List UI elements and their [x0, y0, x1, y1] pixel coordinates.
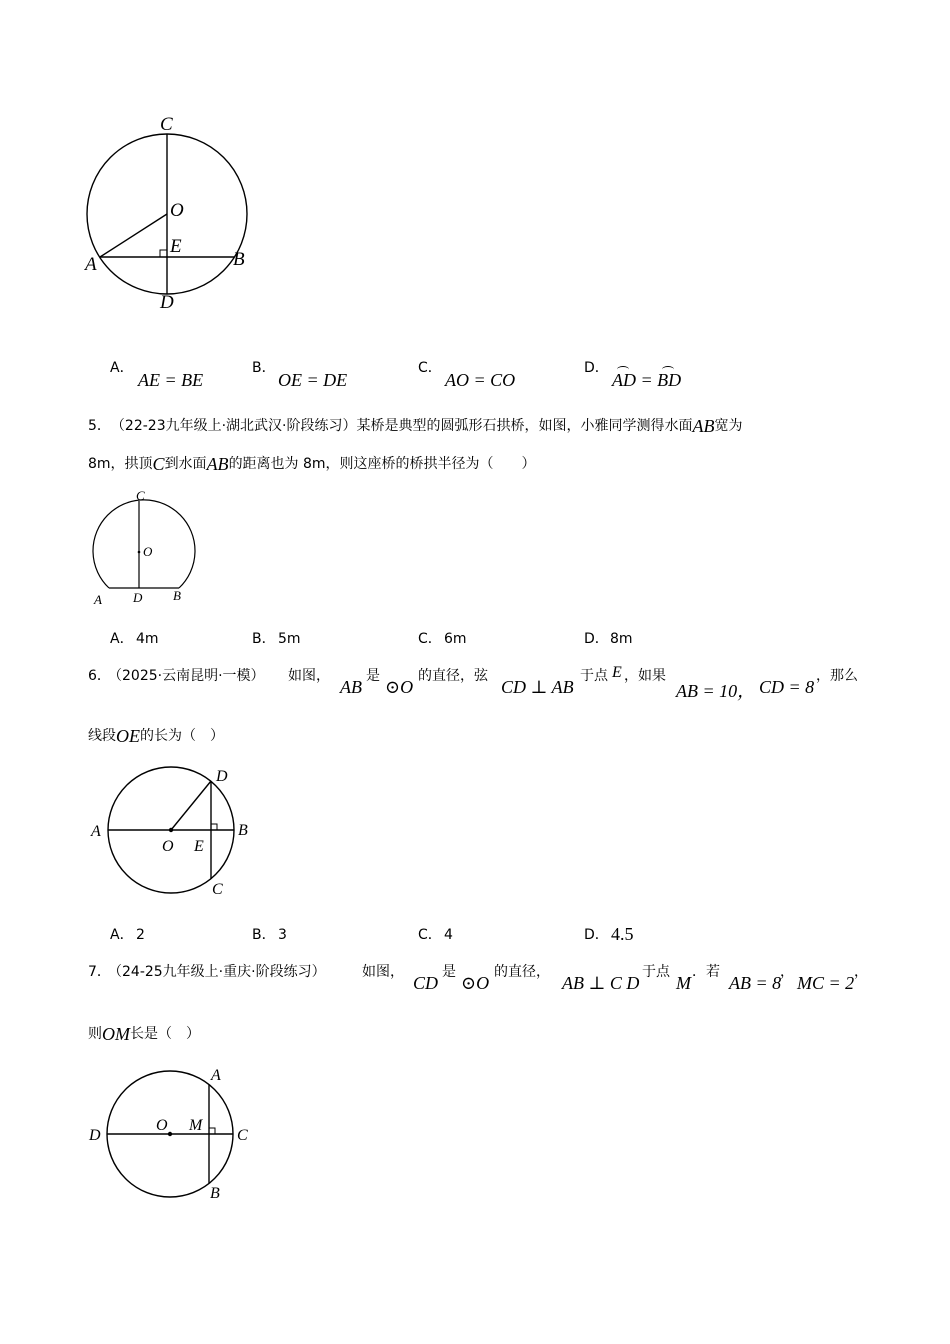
q5-source: （22-23九年级上·湖北武汉·阶段练习）	[110, 418, 357, 434]
q5-ab-2: AB	[206, 454, 229, 474]
q5-number: 5．	[88, 418, 111, 434]
q6-label-e: E	[194, 838, 204, 855]
q5-option-c-value: 6m	[444, 631, 467, 647]
q5-label-d: D	[133, 590, 143, 605]
q6-number: 6．	[88, 668, 111, 684]
q4-right-angle-mark	[160, 250, 167, 257]
q5-center-dot	[138, 551, 141, 554]
q4-label-a: A	[85, 254, 97, 275]
q6-ab: AB	[340, 677, 362, 697]
q4-arc-mark-ad	[617, 366, 629, 373]
q6-text-f: ，那么	[816, 668, 858, 684]
q7-line2-a: 则	[88, 1026, 102, 1042]
q4-option-b-expr: OE = DE	[278, 370, 348, 390]
q7-text-a: 如图，	[362, 964, 404, 980]
q7-ab-eq: AB = 8	[729, 973, 782, 993]
q5-option-a-value: 4m	[136, 631, 159, 647]
q6-option-d-value: 4.5	[611, 924, 634, 944]
q5-option-c-letter: C．	[418, 631, 442, 647]
q5-option-d-letter: D．	[584, 631, 609, 647]
q7-text-c: 的直径，	[494, 964, 550, 980]
q5-line-1	[88, 414, 743, 438]
q6-label-o: O	[162, 838, 174, 855]
q6-cd-perp-ab: CD ⊥ AB	[501, 677, 574, 697]
q7-right-angle-mark	[209, 1128, 215, 1134]
q4-label-e: E	[170, 236, 182, 257]
q7-label-a: A	[211, 1067, 221, 1084]
q5-c: C	[152, 454, 165, 474]
q6-label-a: A	[91, 823, 101, 840]
q6-circle-o: ⊙O	[385, 677, 414, 697]
q6-text-c: 的直径，弦	[418, 668, 488, 684]
q5-ab: AB	[692, 416, 715, 436]
q6-option-b-letter: B．	[252, 927, 276, 943]
q5-option-a-letter: A．	[110, 631, 134, 647]
q6-label-b: B	[238, 822, 248, 839]
q5-label-o: O	[143, 544, 153, 559]
q6-radius-od	[171, 781, 211, 830]
q4-figure	[80, 110, 270, 320]
q4-segment-ao	[100, 214, 167, 257]
q7-center-dot	[168, 1132, 172, 1136]
q4-option-a-expr: AE = BE	[138, 370, 204, 390]
q7-comma-2: ，	[854, 964, 868, 980]
q4-option-c-letter: C．	[418, 360, 442, 376]
q6-text-a: 如图，	[288, 668, 330, 684]
q7-line-2	[88, 1022, 200, 1046]
q6-source: （2025·云南昆明·一模）	[108, 668, 265, 684]
q5-line2-c: 的距离也为 8m，则这座桥的桥拱半径为（ ）	[228, 456, 536, 472]
q6-line2-a: 线段	[88, 728, 116, 744]
q6-option-a-letter: A．	[110, 927, 134, 943]
q5-label-a: A	[94, 592, 102, 607]
q4-label-o: O	[170, 200, 184, 221]
q6-line2-b: 的长为（ ）	[140, 728, 224, 744]
q7-figure	[86, 1060, 256, 1205]
q5-line2-b: 到水面	[164, 456, 207, 472]
q7-om: OM	[102, 1024, 130, 1044]
q7-text-d: 于点	[642, 964, 670, 980]
q5-line-2	[88, 452, 536, 476]
q6-text-d: 于点	[580, 668, 608, 684]
q6-option-b-value: 3	[278, 927, 287, 943]
q6-label-c: C	[212, 881, 223, 898]
q5-option-b-letter: B．	[252, 631, 276, 647]
q5-option-d-value: 8m	[610, 631, 633, 647]
q7-label-c: C	[237, 1127, 248, 1144]
q4-arc-mark-bd	[662, 366, 674, 373]
q6-figure	[86, 762, 256, 904]
q7-m: M	[676, 973, 691, 993]
q6-right-angle-mark	[211, 824, 217, 830]
q7-number: 7．	[88, 964, 111, 980]
q5-text-1: 某桥是典型的圆弧形石拱桥，如图，小雅同学测得水面	[356, 418, 693, 434]
q6-text-b: 是	[366, 668, 380, 684]
q4-label-b: B	[233, 249, 245, 270]
q5-option-b-value: 5m	[278, 631, 301, 647]
q7-label-d: D	[89, 1127, 101, 1144]
q4-option-d-expr: AD = BD	[612, 370, 682, 390]
q6-line-2	[88, 724, 224, 748]
q4-option-b-letter: B．	[252, 360, 276, 376]
q7-mc-eq: MC = 2	[797, 973, 855, 993]
q7-label-o: O	[156, 1117, 168, 1134]
q7-ab-perp-cd: AB ⊥ C D	[562, 973, 640, 993]
q6-text-e: ，如果	[624, 668, 666, 684]
q4-label-c: C	[160, 114, 173, 135]
q5-text-2: 宽为	[714, 418, 743, 434]
q4-option-c-expr: AO = CO	[445, 370, 516, 390]
q7-line2-b: 长是（ ）	[130, 1026, 200, 1042]
q5-figure	[80, 486, 200, 611]
q6-ab-eq: AB = 10，	[676, 681, 756, 701]
q7-label-b: B	[210, 1185, 220, 1202]
q7-source: （24-25九年级上·重庆·阶段练习）	[108, 964, 326, 980]
q6-option-c-letter: C．	[418, 927, 442, 943]
q6-center-dot	[169, 828, 173, 832]
q4-option-d-letter: D．	[584, 360, 609, 376]
q6-e: E	[612, 664, 622, 681]
q7-label-m: M	[189, 1117, 203, 1134]
q5-label-b: B	[173, 588, 181, 603]
q7-circle-o: ⊙O	[461, 973, 490, 993]
q6-oe: OE	[116, 726, 140, 746]
q6-label-d: D	[216, 768, 228, 785]
q6-option-d-letter: D．	[584, 927, 609, 943]
q5-label-c: C	[136, 488, 145, 503]
q6-option-c-value: 4	[444, 927, 453, 943]
q6-cd-eq: CD = 8	[759, 677, 815, 697]
q7-cd: CD	[413, 973, 439, 993]
q7-text-b: 是	[442, 964, 456, 980]
q4-label-d: D	[160, 292, 174, 313]
q5-line2-a: 8m，拱顶	[88, 456, 153, 472]
q7-text-e: ．若	[692, 964, 720, 980]
q4-option-a-letter: A．	[110, 360, 134, 376]
q6-option-a-value: 2	[136, 927, 145, 943]
q7-comma-1: ，	[780, 964, 794, 980]
